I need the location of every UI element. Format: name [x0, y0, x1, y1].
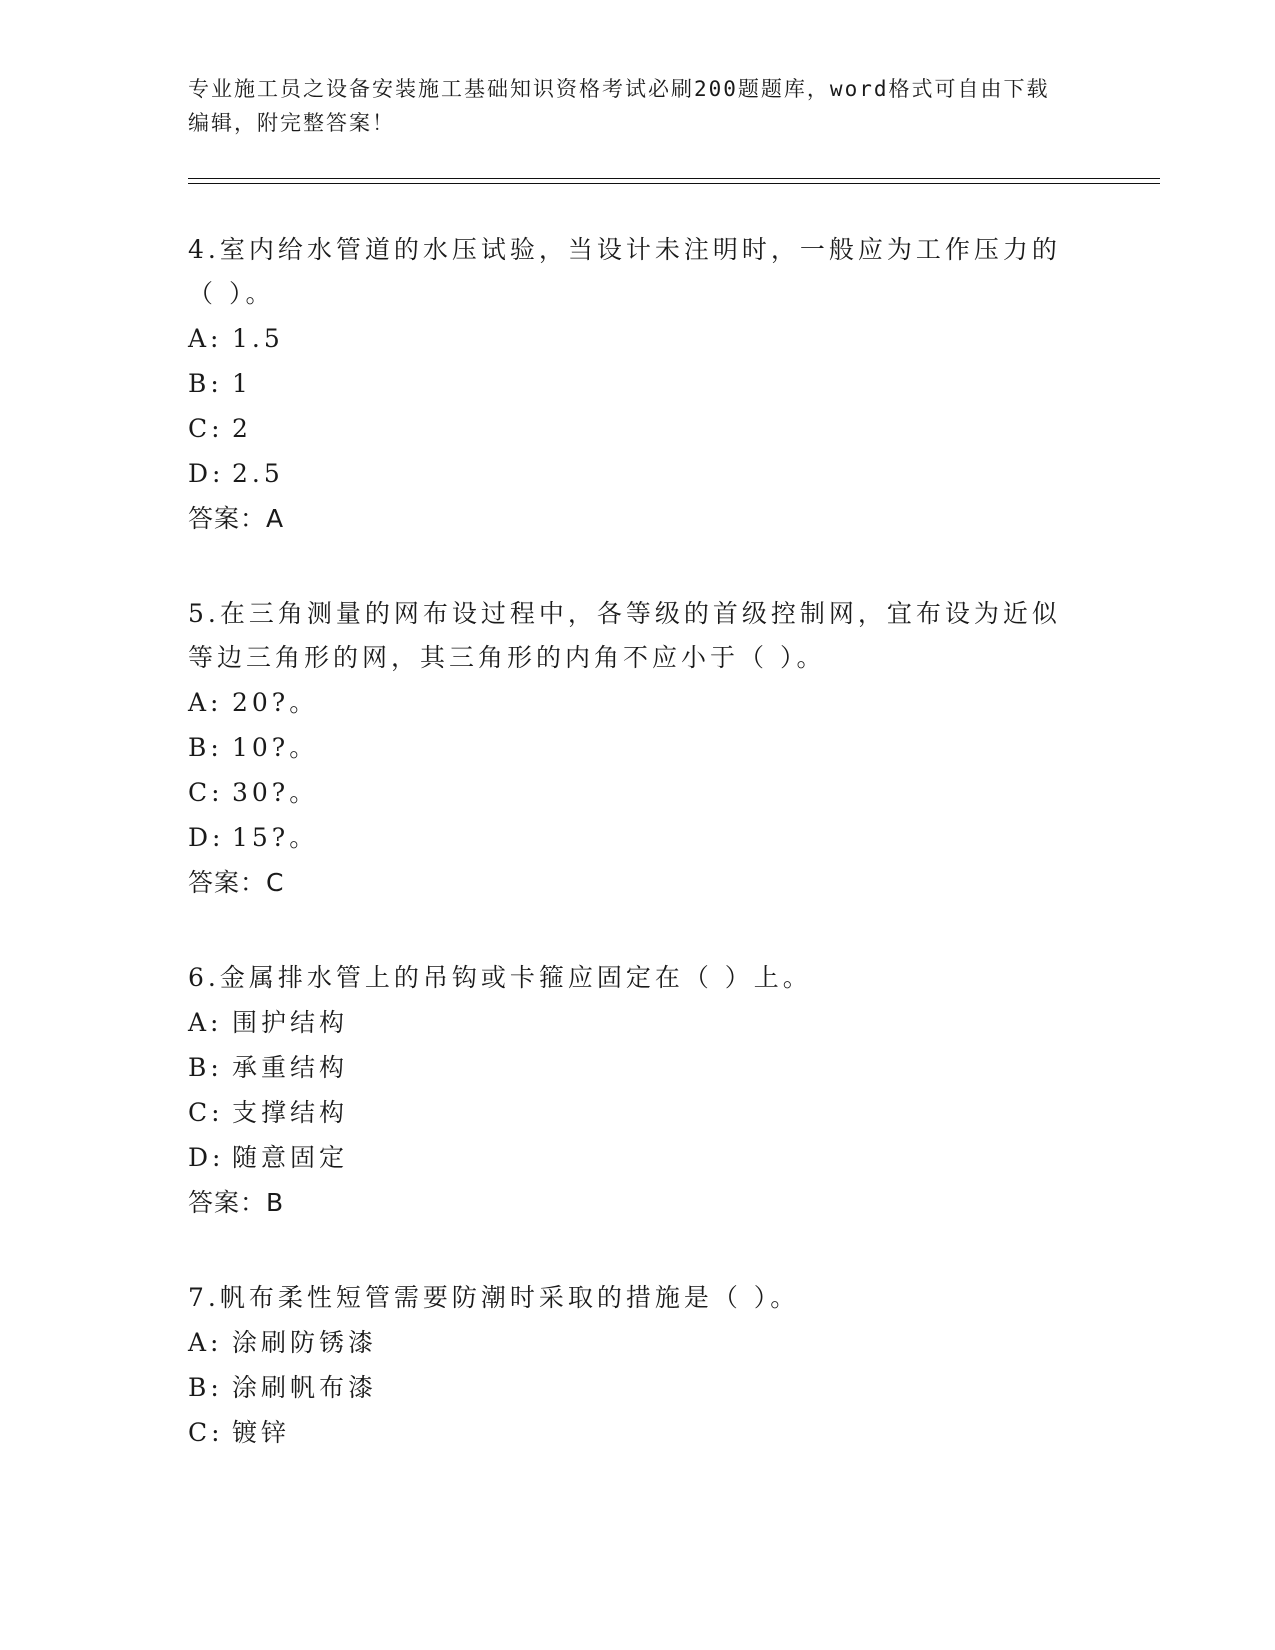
answer-line: 答案：C: [188, 868, 285, 897]
option-text: 随意固定: [232, 1143, 349, 1172]
option-d: [188, 451, 1068, 496]
option-letter: C:: [188, 414, 224, 443]
option-a: [188, 316, 1068, 361]
option-b: [188, 725, 1068, 770]
document-header: 专业施工员之设备安装施工基础知识资格考试必刷200题题库，word格式可自由下载编辑，附完整答案！: [188, 77, 1050, 135]
option-text: 10?。: [232, 733, 319, 762]
option-b: [188, 361, 1068, 406]
option-letter: C:: [188, 1098, 224, 1127]
option-text: 1.5: [232, 324, 284, 353]
answer-line: 答案：A: [188, 504, 285, 533]
option-c: [188, 1410, 1068, 1455]
option-letter: A:: [188, 688, 223, 717]
option-d: [188, 1135, 1068, 1180]
option-letter: C:: [188, 1418, 224, 1447]
option-text: 围护结构: [232, 1008, 349, 1037]
option-b: [188, 1365, 1068, 1410]
option-text: 20?。: [232, 688, 319, 717]
question-block: [188, 592, 1068, 906]
option-c: [188, 406, 1068, 451]
option-text: 2: [232, 414, 252, 443]
option-text: 镀锌: [232, 1418, 291, 1447]
option-letter: A:: [188, 324, 223, 353]
option-a: [188, 1320, 1068, 1365]
answer-line: 答案：B: [188, 1188, 285, 1217]
question-stem: 5.在三角测量的网布设过程中，各等级的首级控制网，宜布设为近似等边三角形的网，其三角形的内角不应小于（ ）。: [188, 599, 1061, 672]
option-letter: A:: [188, 1008, 223, 1037]
question-block: [188, 956, 1068, 1226]
question-block: [188, 1276, 1068, 1455]
option-letter: C:: [188, 778, 224, 807]
option-text: 涂刷防锈漆: [232, 1328, 378, 1357]
option-letter: D:: [188, 459, 225, 488]
option-letter: B:: [188, 369, 223, 398]
option-text: 承重结构: [232, 1053, 349, 1082]
option-letter: A:: [188, 1328, 223, 1357]
option-letter: D:: [188, 1143, 225, 1172]
question-stem: 7.帆布柔性短管需要防潮时采取的措施是（ ）。: [188, 1283, 800, 1312]
option-b: [188, 1045, 1068, 1090]
option-letter: B:: [188, 1373, 223, 1402]
header-double-rule: [188, 178, 1160, 184]
option-c: [188, 1090, 1068, 1135]
option-c: [188, 770, 1068, 815]
option-a: [188, 680, 1068, 725]
option-text: 15?。: [232, 823, 319, 852]
option-a: [188, 1000, 1068, 1045]
question-stem: 4.室内给水管道的水压试验，当设计未注明时，一般应为工作压力的（ ）。: [188, 235, 1061, 308]
option-text: 支撑结构: [232, 1098, 349, 1127]
question-block: [188, 228, 1068, 542]
option-text: 2.5: [232, 459, 284, 488]
option-d: [188, 815, 1068, 860]
question-stem: 6.金属排水管上的吊钩或卡箍应固定在（ ）上。: [188, 963, 812, 992]
option-letter: B:: [188, 733, 223, 762]
option-text: 涂刷帆布漆: [232, 1373, 378, 1402]
option-letter: B:: [188, 1053, 223, 1082]
option-text: 1: [232, 369, 252, 398]
option-letter: D:: [188, 823, 225, 852]
option-text: 30?。: [232, 778, 319, 807]
